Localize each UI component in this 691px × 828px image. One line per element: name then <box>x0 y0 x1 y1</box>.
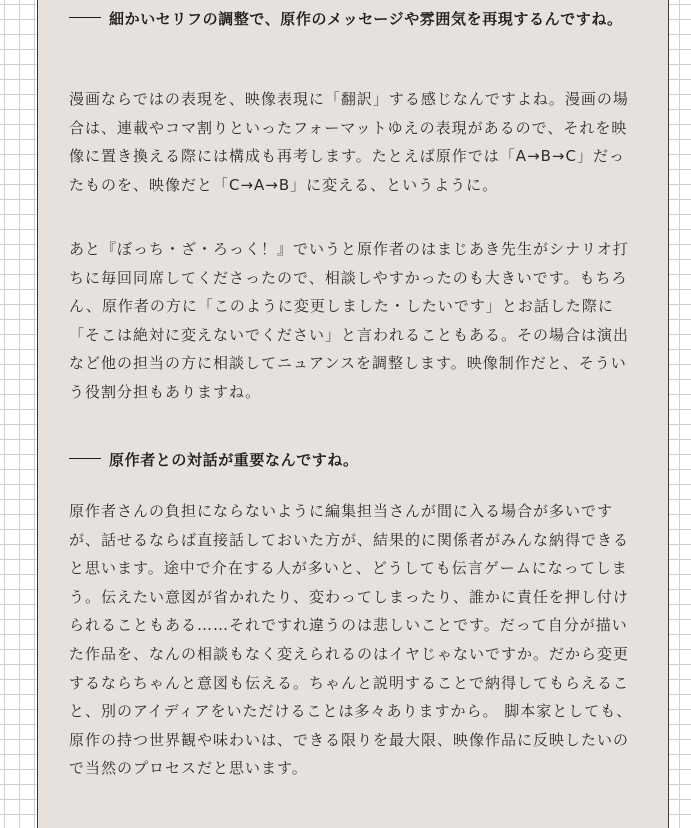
question-dash <box>69 17 101 18</box>
answer-paragraph: 原作者さんの負担にならないように編集担当さんが間に入る場合が多いですが、話せるならば直接話しておいた方が、結果的に関係者がみんな納得できると思います。途中で介在する人が多いと、どうしても伝言ゲームになってしまう。伝えたい意図が省かれたり、変わってしまったり、誰かに責任を押し付けられることもある……それですれ違うのは悲しいことです。だって自分が描いた作品を、なんの相談もなく変えられるのはイヤじゃないですか。だから変更するならちゃんと意図も伝える。ちゃんと説明することで納得してもらえること、別のアイディアをいただけることは多々ありますから。 脚本家としても、原作の持つ世界観や味わいは、できる限りを最大限、映像作品に反映したいので当然のプロセスだと思います。 <box>69 502 633 778</box>
answer-paragraph: 漫画ならではの表現を、映像表現に「翻訳」する感じなんですよね。漫画の場合は、連載やコマ割りといったフォーマットゆえの表現があるので、それを映像に置き換える際には構成も再考します。たとえば原作では「A→B→C」だったものを、映像だと「C→A→B」に変える、というように。 <box>69 90 629 194</box>
interview-question <box>69 5 644 33</box>
question-text: 細かいセリフの調整で、原作のメッセージや雰囲気を再現するんですね。 <box>109 10 623 28</box>
question-dash <box>69 458 101 459</box>
interview-question <box>69 446 644 474</box>
question-text: 原作者との対話が重要なんですね。 <box>109 451 359 469</box>
answer-paragraph: あと『ぼっち・ざ・ろっく！』でいうと原作者のはまじあき先生がシナリオ打ちに毎回同席してくださったので、相談しやすかったのも大きいです。もちろん、原作者の方に「このように変更しました・したいです」とお話した際に「そこは絶対に変えないでください」と言われることもある。その場合は演出など他の担当の方に相談してニュアンスを調整します。映像制作だと、そういう役割分担もありますね。 <box>69 240 630 401</box>
article-panel <box>37 0 669 828</box>
